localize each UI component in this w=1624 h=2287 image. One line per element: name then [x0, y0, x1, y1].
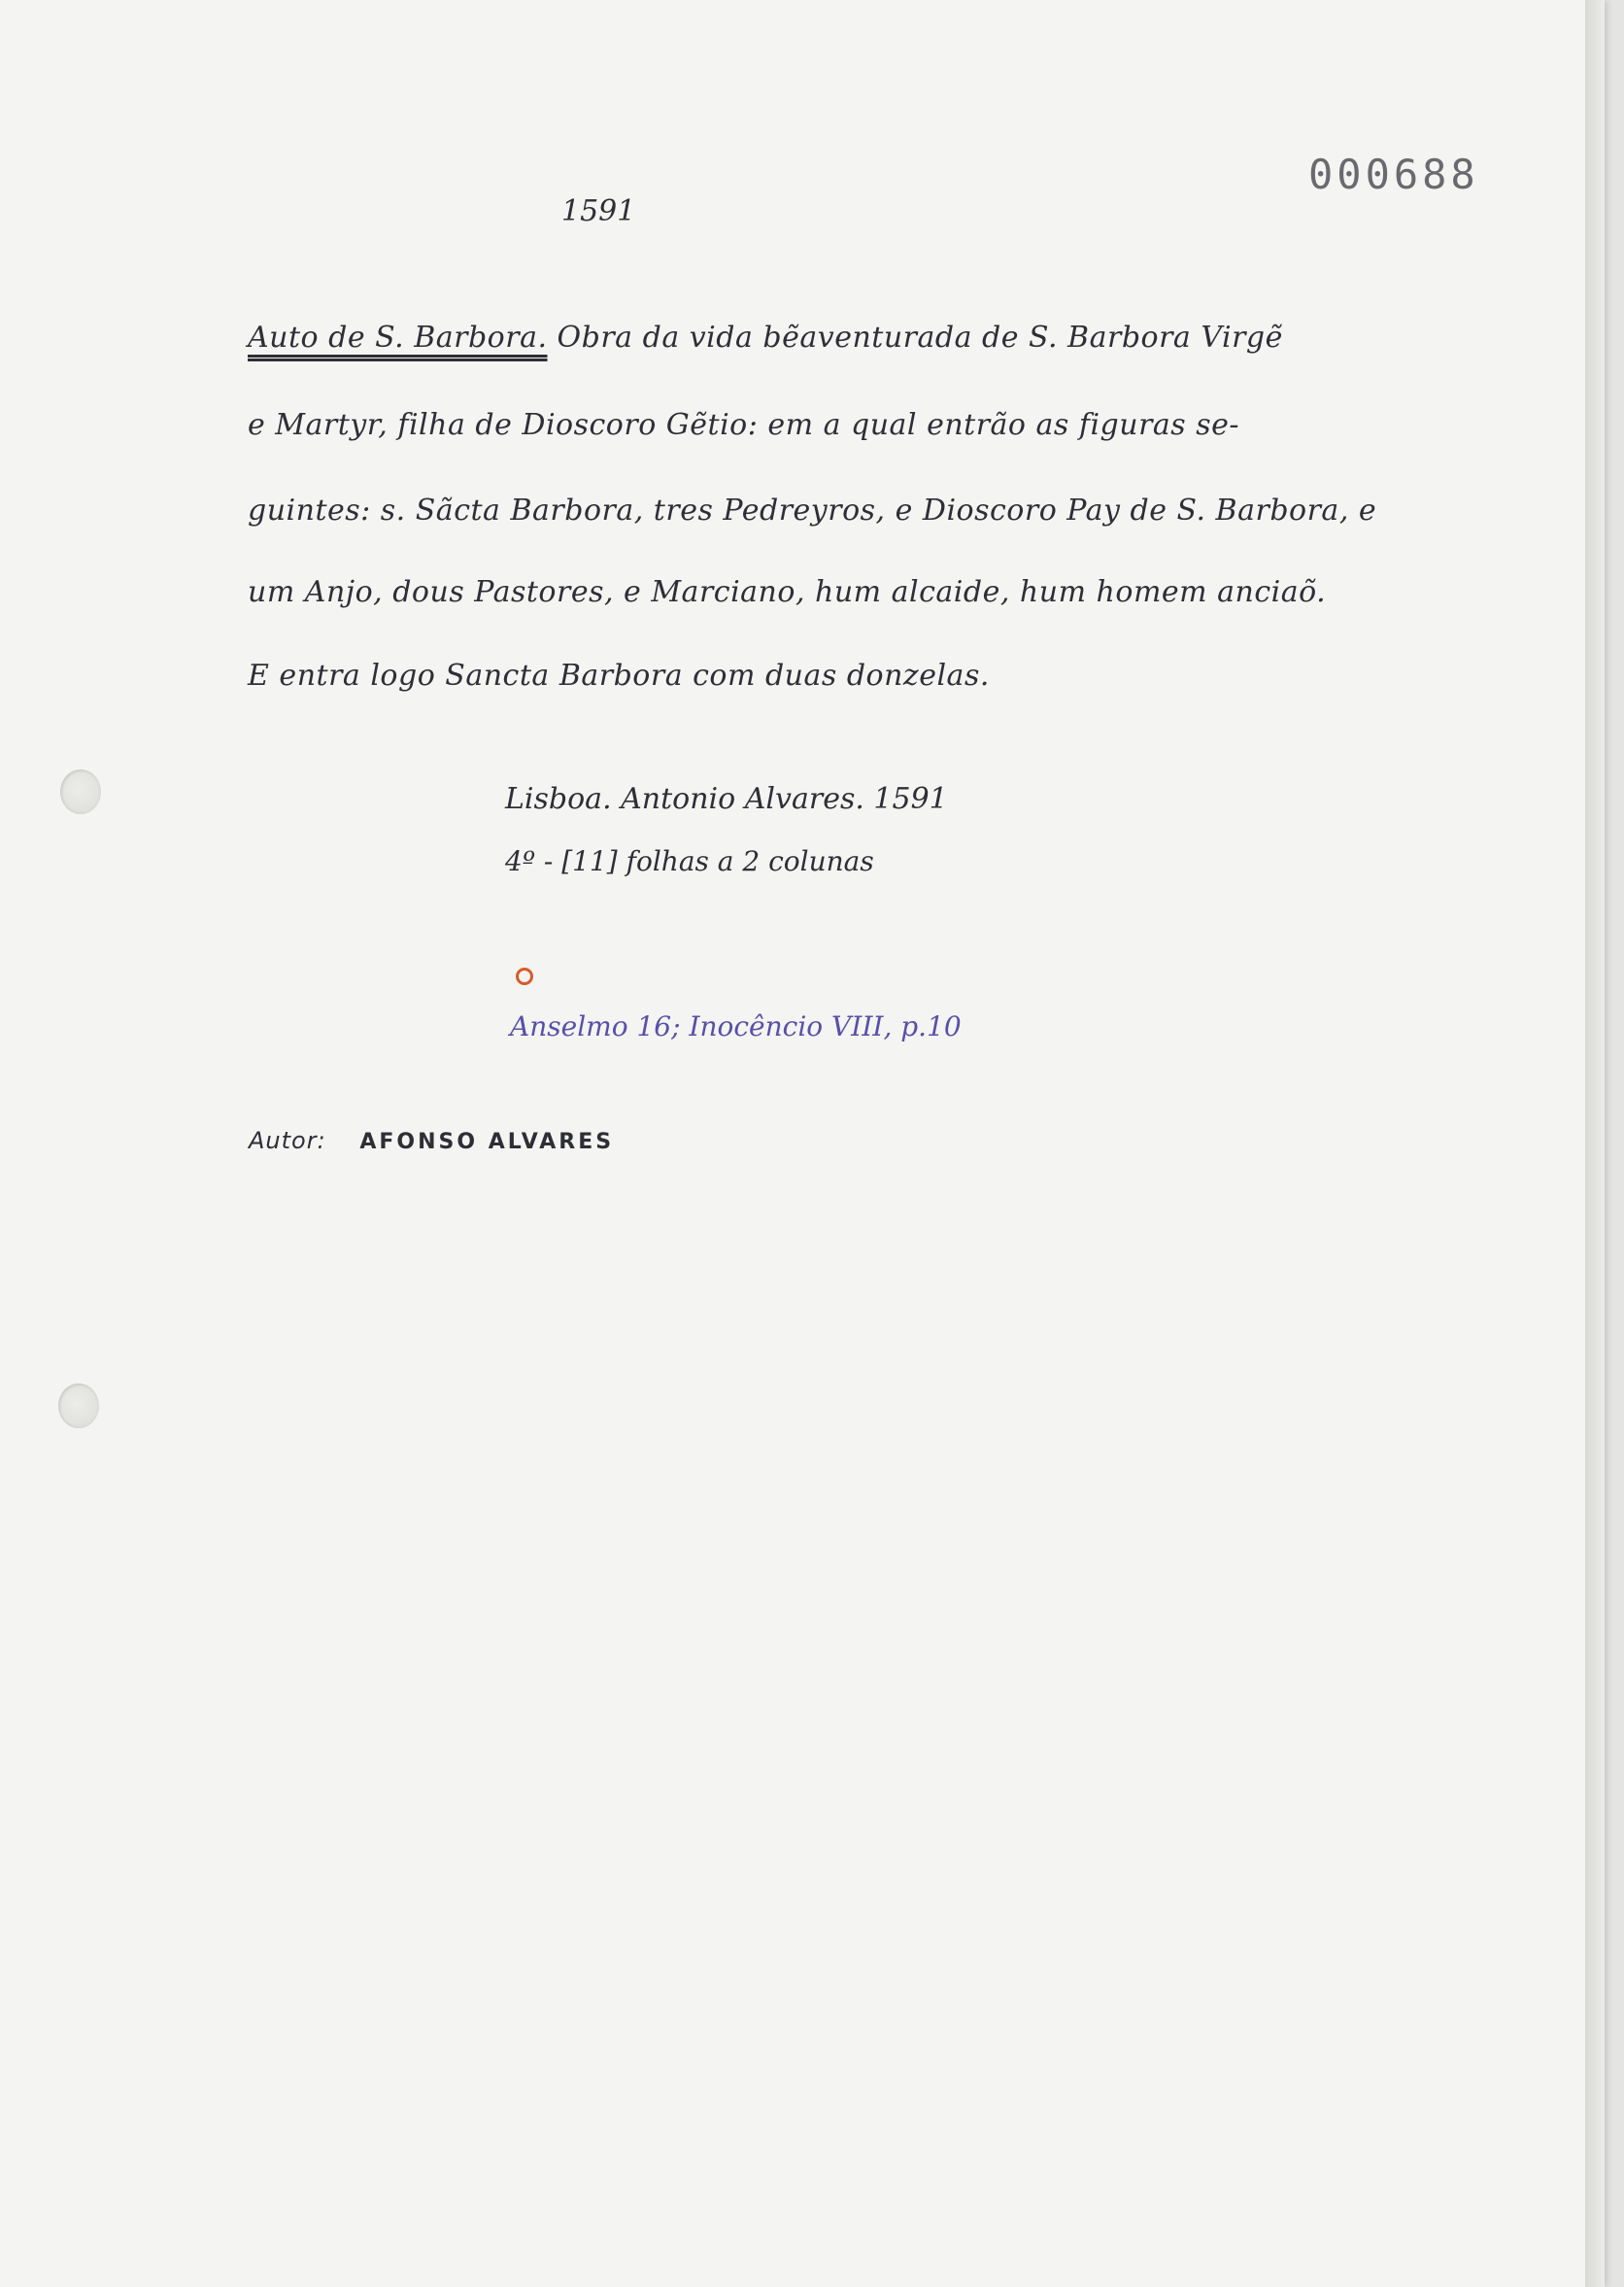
- paper-edge: [1585, 0, 1605, 2287]
- entry-text-line-4: um Anjo, dous Pastores, e Marciano, hum alcaide, hum homem anciaõ.: [248, 575, 1327, 609]
- format-line: 4º - [11] folhas a 2 colunas: [505, 845, 874, 877]
- entry-text-line-3: guintes: s. Sãcta Barbora, tres Pedreyros, e Dioscoro Pay de S. Barbora, e: [248, 494, 1377, 528]
- punch-hole-bottom: [58, 1383, 99, 1428]
- bibliographic-references: Anselmo 16; Inocêncio VIII, p.10: [510, 1010, 962, 1042]
- punch-hole-top: [60, 769, 101, 814]
- imprint-line: Lisboa. Antonio Alvares. 1591: [505, 782, 948, 816]
- entry-text-line-5: E entra logo Sancta Barbora com duas donzelas.: [248, 659, 990, 693]
- circle-marker-icon: [516, 968, 533, 985]
- author-name: AFONSO ALVARES: [359, 1130, 615, 1154]
- entry-text-line-2: e Martyr, filha de Dioscoro Gẽtio: em a qual entrão as figuras se-: [248, 408, 1240, 442]
- catalog-number: 000688: [1308, 151, 1479, 198]
- author-label: Autor:: [249, 1127, 326, 1154]
- year-heading: 1591: [561, 194, 636, 228]
- entry-title: Auto de S. Barbora.: [248, 321, 548, 355]
- entry-text-line-1: Obra da vida bẽaventurada de S. Barbora Virgẽ: [557, 321, 1283, 355]
- entry-line-1: [248, 321, 1283, 355]
- author-line: [249, 1127, 614, 1154]
